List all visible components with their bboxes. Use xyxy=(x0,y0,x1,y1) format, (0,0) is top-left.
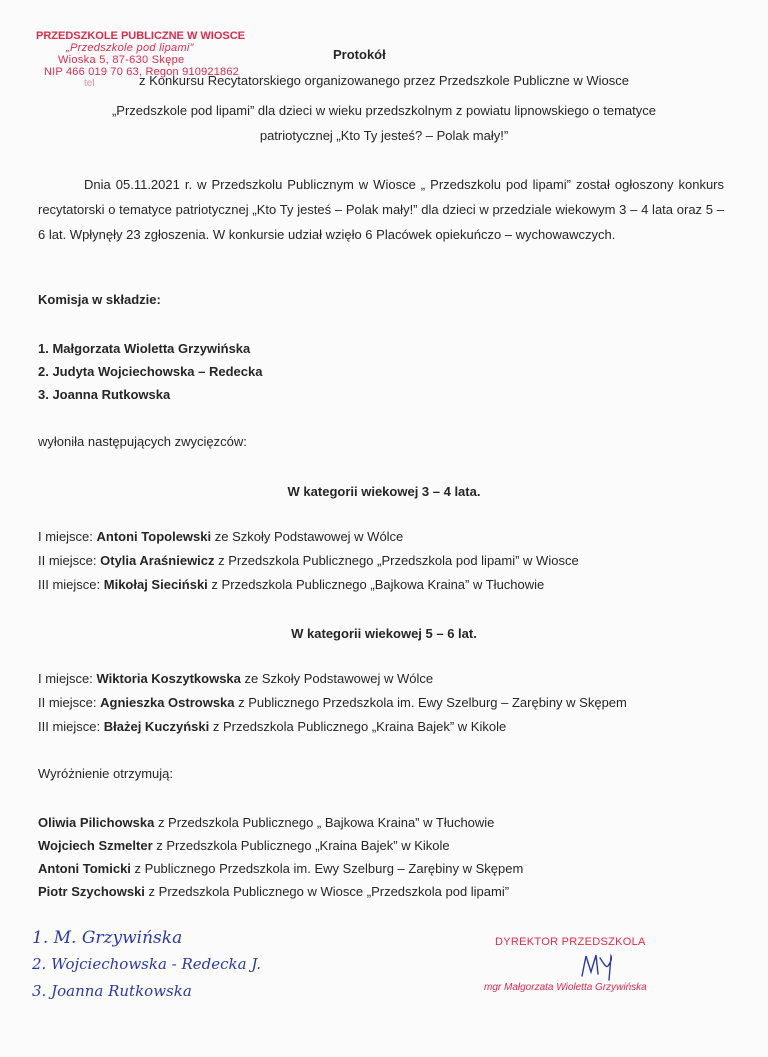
document-title: Protokół xyxy=(333,47,386,62)
stamp-line-2: „Przedszkole pod lipami” xyxy=(66,42,194,54)
distinction-item xyxy=(38,815,494,830)
distinction-item xyxy=(38,861,523,876)
distinction-item xyxy=(38,884,509,899)
category-2-place xyxy=(38,719,506,734)
stamp-line-5: tel xyxy=(84,78,95,89)
winner-name: Wiktoria Koszytkowska xyxy=(96,671,241,686)
category-1-heading: W kategorii wiekowej 3 – 4 lata. xyxy=(287,484,481,499)
director-name: mgr Małgorzata Wioletta Grzywińska xyxy=(484,982,647,993)
subtitle-line-1: z Konkursu Recytatorskiego organizowanego przez Przedszkole Publiczne w Wiosce xyxy=(139,73,629,88)
winner-school: z Przedszkola Publicznego „Kraina Bajek” w Kikole xyxy=(209,719,507,734)
winner-name: Mikołaj Sieciński xyxy=(103,577,208,592)
category-1-place xyxy=(38,577,544,592)
category-1-place xyxy=(38,529,403,544)
place-label: I miejsce: xyxy=(38,529,97,544)
distinction-school: z Przedszkola Publicznego „ Bajkowa Kraina” w Tłuchowie xyxy=(154,815,495,830)
committee-member: 1. Małgorzata Wioletta Grzywińska xyxy=(38,341,251,356)
place-label: I miejsce: xyxy=(38,671,97,686)
winner-name: Otylia Araśniewicz xyxy=(100,553,215,568)
category-1-place xyxy=(38,553,579,568)
intro-paragraph: Dnia 05.11.2021 r. w Przedszkolu Publicznym w Wiosce „ Przedszkolu pod lipami” został ogłoszony konkurs recytatorski o tematyce patriotycznej „Kto Ty jesteś – Polak mały!” dla dzieci w przedziale wiekowym 3 – 4 lata oraz 5 – 6 lat. Wpłynęły 23 zgłoszenia. W konkursie udział wzięło 6 Placówek opiekuńczo – wychowawczych. xyxy=(38,177,724,242)
place-label: III miejsce: xyxy=(38,719,104,734)
distinction-name: Antoni Tomicki xyxy=(38,861,131,876)
distinction-item xyxy=(38,838,450,853)
distinction-school: z Publicznego Przedszkola im. Ewy Szelburg – Zarębiny w Skępem xyxy=(130,861,524,876)
stamp-line-3: Wioska 5, 87-630 Skępe xyxy=(58,54,185,66)
subtitle-line-2: „Przedszkole pod lipami” dla dzieci w wieku przedszkolnym z powiatu lipnowskiego o tematyce xyxy=(111,103,657,118)
distinction-school: z Przedszkola Publicznego „Kraina Bajek” w Kikole xyxy=(152,838,450,853)
committee-member: 3. Joanna Rutkowska xyxy=(38,387,171,402)
director-title: DYREKTOR PRZEDSZKOLA xyxy=(495,936,646,948)
place-label: III miejsce: xyxy=(38,577,104,592)
winner-name: Antoni Topolewski xyxy=(96,529,212,544)
winner-name: Agnieszka Ostrowska xyxy=(100,695,235,710)
distinction-name: Wojciech Szmelter xyxy=(38,838,153,853)
distinction-name: Piotr Szychowski xyxy=(38,884,145,899)
winner-school: z Przedszkola Publicznego „Bajkowa Kraina” w Tłuchowie xyxy=(207,577,545,592)
stamp-line-4: NIP 466 019 70 63, Regon 910921862 xyxy=(44,66,239,78)
distinction-name: Oliwia Pilichowska xyxy=(38,815,155,830)
category-2-place xyxy=(38,695,627,710)
handwritten-signature-1: 1. M. Grzywińska xyxy=(32,928,183,948)
winner-school: ze Szkoły Podstawowej w Wólce xyxy=(240,671,434,686)
director-signature-mark xyxy=(578,950,618,986)
handwritten-signature-3: 3. Joanna Rutkowska xyxy=(32,982,192,1000)
committee-member: 2. Judyta Wojciechowska – Redecka xyxy=(38,364,263,379)
category-2-heading: W kategorii wiekowej 5 – 6 lat. xyxy=(291,626,477,641)
winner-school: z Przedszkola Publicznego „Przedszkola pod lipami” w Wiosce xyxy=(214,553,579,568)
place-label: II miejsce: xyxy=(38,553,101,568)
subtitle-line-3: patriotycznej „Kto Ty jesteś? – Polak mały!” xyxy=(259,128,509,143)
winner-name: Błażej Kuczyński xyxy=(103,719,210,734)
winners-intro: wyłoniła następujących zwycięzców: xyxy=(38,434,247,449)
stamp-line-1: PRZEDSZKOLE PUBLICZNE W WIOSCE xyxy=(36,30,245,42)
category-2-place xyxy=(38,671,433,686)
distinctions-heading: Wyróżnienie otrzymują: xyxy=(38,766,173,781)
winner-school: z Publicznego Przedszkola im. Ewy Szelburg – Zarębiny w Skępem xyxy=(234,695,627,710)
place-label: II miejsce: xyxy=(38,695,101,710)
winner-school: ze Szkoły Podstawowej w Wólce xyxy=(211,529,404,544)
committee-heading: Komisja w składzie: xyxy=(38,292,161,307)
distinction-school: z Przedszkola Publicznego w Wiosce „Przedszkola pod lipami” xyxy=(144,884,510,899)
handwritten-signature-2: 2. Wojciechowska - Redecka J. xyxy=(32,955,261,973)
